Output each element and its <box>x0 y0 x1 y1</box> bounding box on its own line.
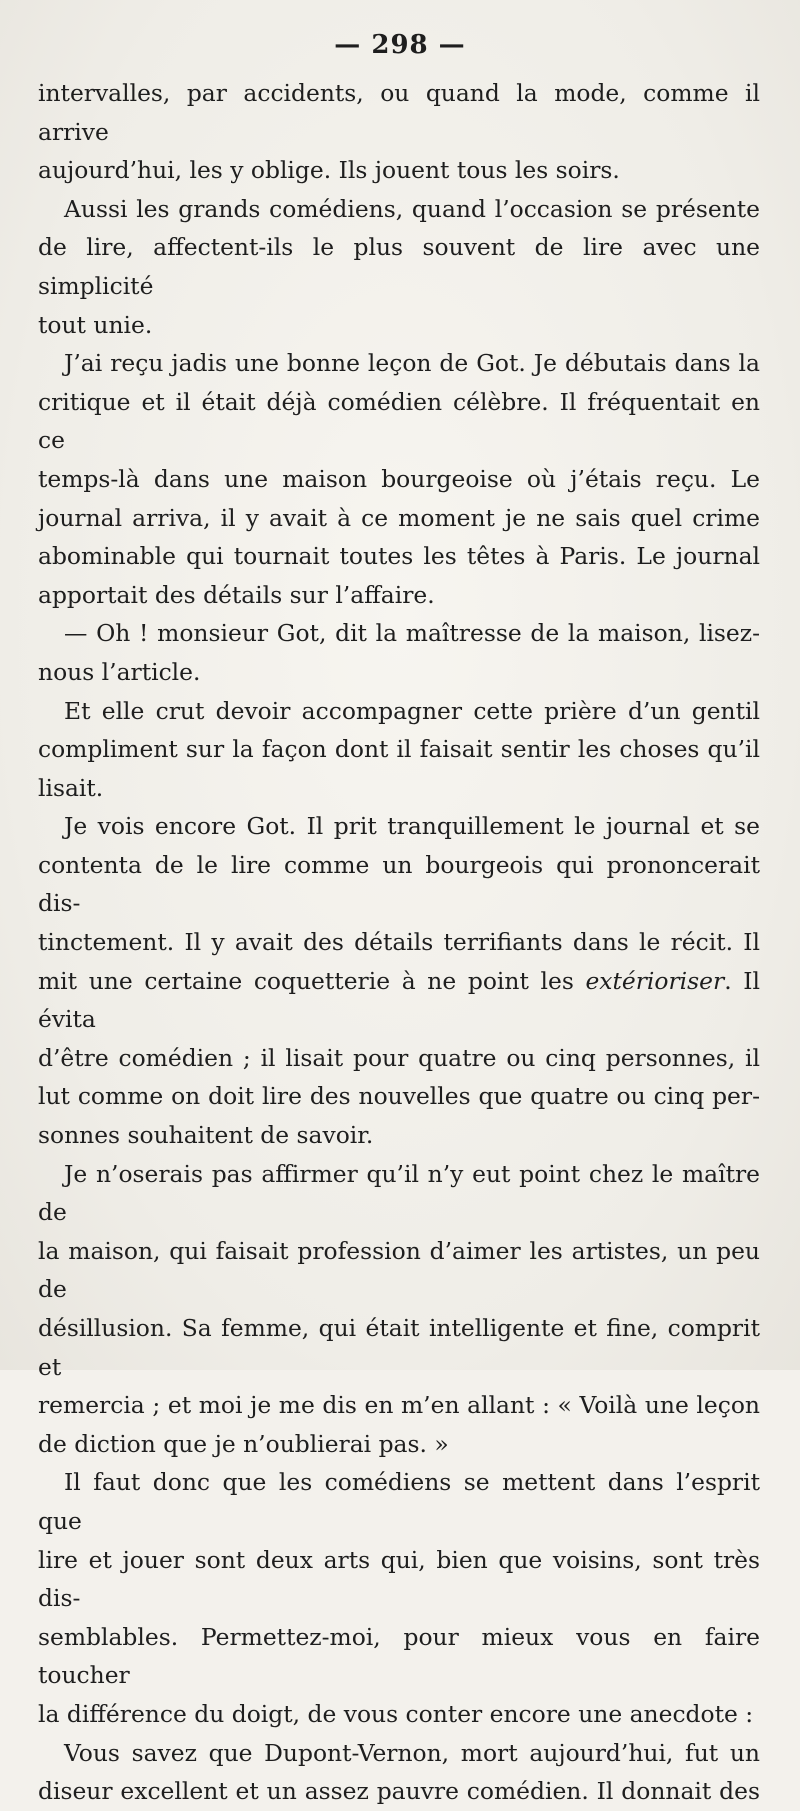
paragraph <box>38 1734 760 1811</box>
text-line: Vous savez que Dupont-Vernon, mort aujourd’hui, fut un <box>64 1738 760 1767</box>
paragraph <box>38 692 760 808</box>
text-line: désillusion. Sa femme, qui était intelligente et fine, comprit et <box>38 1314 760 1381</box>
text-line: de lire, affectent-ils le plus souvent de lire avec une simplicité <box>38 233 760 300</box>
body-text <box>38 74 760 1811</box>
paragraph <box>38 74 760 190</box>
text-line: intervalles, par accidents, ou quand la mode, comme il arrive <box>38 79 760 146</box>
text-line: — Oh ! monsieur Got, dit la maîtresse de la maison, lisez- <box>64 619 760 648</box>
text-line: journal arriva, il y avait à ce moment je ne sais quel crime <box>38 503 760 532</box>
text-line: Il faut donc que les comédiens se mettent dans l’esprit que <box>38 1468 760 1535</box>
text-line: de diction que je n’oublierai pas. » <box>38 1429 449 1458</box>
text-line: Je vois encore Got. Il prit tranquillement le journal et se <box>64 812 760 841</box>
text-line: Et elle crut devoir accompagner cette prière d’un gentil <box>64 696 760 725</box>
text-line: la différence du doigt, de vous conter encore une anecdote : <box>38 1699 754 1728</box>
paragraph <box>38 614 760 691</box>
text-line: d’être comédien ; il lisait pour quatre ou cinq personnes, il <box>38 1043 760 1072</box>
italic-word: extérioriser <box>585 966 725 995</box>
text-line: tinctement. Il y avait des détails terrifiants dans le récit. Il <box>38 928 760 957</box>
text-line: lire et jouer sont deux arts qui, bien que voisins, sont très dis- <box>38 1545 760 1613</box>
text-line: Je n’oserais pas affirmer qu’il n’y eut point chez le maître de <box>38 1159 760 1227</box>
text-line: nous l’article. <box>38 657 201 686</box>
text-line: remercia ; et moi je me dis en m’en allant : « Voilà une leçon <box>38 1391 760 1420</box>
text-line: apportait des détails sur l’affaire. <box>38 580 435 609</box>
text-line: aujourd’hui, les y oblige. Ils jouent tous les soirs. <box>38 156 620 185</box>
text-line: contenta de le lire comme un bourgeois qui prononcerait dis- <box>38 850 760 918</box>
text-line: Aussi les grands comédiens, quand l’occasion se présente <box>64 194 760 223</box>
text-line: J’ai reçu jadis une bonne leçon de Got. Je débutais dans la <box>64 349 760 378</box>
italic-trailing-text: . Il évita <box>38 966 760 1034</box>
text-line: compliment sur la façon dont il faisait sentir les choses qu’il <box>38 735 760 764</box>
text-line: sonnes souhaitent de savoir. <box>38 1121 374 1150</box>
text-line: lisait. <box>38 773 104 802</box>
text-line: abominable qui tournait toutes les têtes à Paris. Le journal <box>38 542 760 571</box>
text-line: critique et il était déjà comédien célèbre. Il fréquentait en ce <box>38 387 760 455</box>
text-line: lut comme on doit lire des nouvelles que quatre ou cinq per- <box>38 1082 760 1111</box>
text-line: la maison, qui faisait profession d’aimer les artistes, un peu de <box>38 1236 760 1304</box>
text-line: semblables. Permettez-moi, pour mieux vous en faire toucher <box>38 1622 760 1690</box>
text-line: temps-là dans une maison bourgeoise où j’étais reçu. Le <box>38 464 760 493</box>
text-line: mit une certaine coquetterie à ne point les extérioriser. Il évita <box>38 966 760 1034</box>
text-line: tout unie. <box>38 310 153 339</box>
paragraph <box>38 1155 760 1464</box>
paragraph <box>38 190 760 344</box>
paragraph <box>38 344 760 614</box>
paragraph <box>38 807 760 1154</box>
text-line: diseur excellent et un assez pauvre comédien. Il donnait des <box>38 1777 760 1806</box>
page-number: — 298 — <box>334 30 466 60</box>
paragraph <box>38 1463 760 1733</box>
